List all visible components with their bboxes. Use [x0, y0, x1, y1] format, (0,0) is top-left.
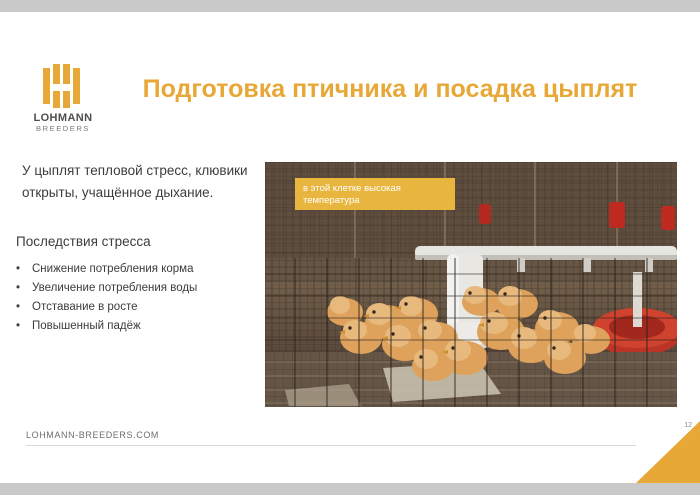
- footer-url: LOHMANN-BREEDERS.COM: [26, 430, 160, 440]
- corner-accent: [636, 421, 700, 483]
- slide: [0, 12, 700, 483]
- photo-caption-callout: в этой клетке высокая температура: [295, 178, 455, 210]
- lohmann-bars-mark-icon: [39, 64, 83, 108]
- lead-paragraph: У цыплят тепловой стресс, клювики открыты, учащённое дыхание.: [22, 163, 248, 200]
- bullet-list: [16, 260, 266, 336]
- bullet-marker-icon: •: [16, 282, 21, 294]
- logo-name-secondary: BREEDERS: [35, 124, 91, 133]
- list-item: [16, 298, 266, 317]
- list-item-label: Снижение потребления корма: [32, 263, 194, 275]
- bullet-marker-icon: •: [16, 301, 21, 313]
- logo-name-primary: LOHMANN: [33, 112, 93, 124]
- bullet-marker-icon: •: [16, 320, 21, 332]
- list-item: [16, 317, 266, 336]
- bullet-marker-icon: •: [16, 263, 21, 275]
- page-number: 12: [684, 422, 692, 429]
- page-title: Подготовка птичника и посадка цыплят: [142, 75, 638, 103]
- list-item: [16, 279, 266, 298]
- list-item: [16, 260, 266, 279]
- footer-divider: [26, 445, 636, 446]
- list-item-label: Отставание в росте: [32, 301, 138, 313]
- lohmann-breeders-logo: [26, 64, 100, 138]
- list-item-label: Увеличение потребления воды: [32, 282, 198, 294]
- list-item-label: Повышенный падёж: [32, 320, 141, 332]
- section-subheading: Последствия стресса: [16, 234, 151, 249]
